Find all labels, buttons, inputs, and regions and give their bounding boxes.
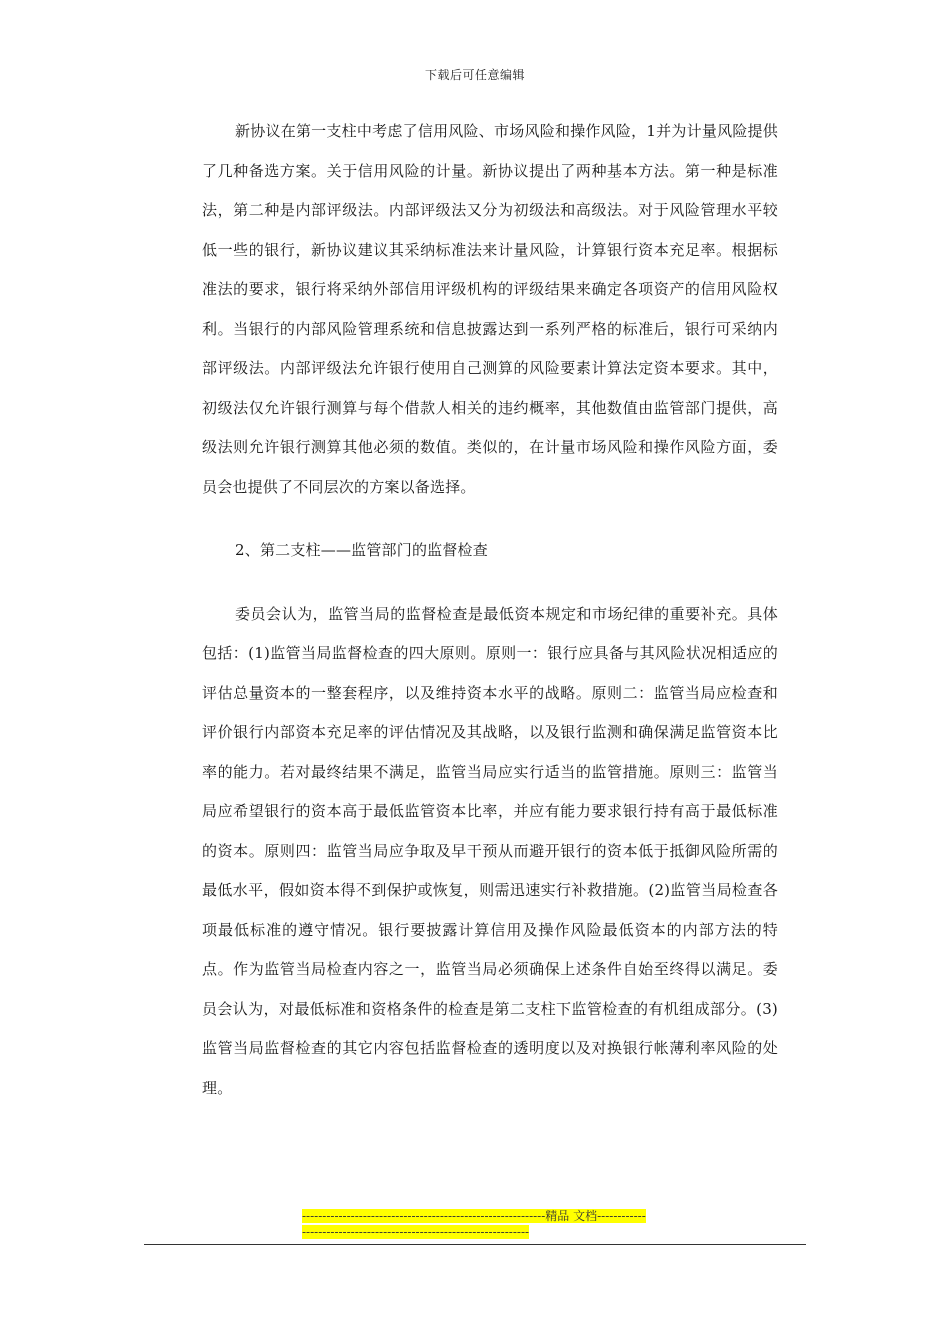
footer-divider — [144, 1244, 806, 1245]
paragraph-pillar-two: 委员会认为，监管当局的监督检查是最低资本规定和市场纪律的重要补充。具体包括：(1)监管当局监督检查的四大原则。原则一：银行应具备与其风险状况相适应的评估总量资本的一整套程序，以及维持资本水平的战略。原则二：监管当局应检查和评价银行内部资本充足率的评估情况及其战略，以及银行监测和确保满足监管资本比率的能力。若对最终结果不满足，监管当局应实行适当的监管措施。原则三：监管当局应希望银行的资本高于最低监管资本比率，并应有能力要求银行持有高于最低标准的资本。原则四：监管当局应争取及早干预从而避开银行的资本低于抵御风险所需的最低水平，假如资本得不到保护或恢复，则需迅速实行补救措施。(2)监管当局检查各项最低标准的遵守情况。银行要披露计算信用及操作风险最低资本的内部方法的特点。作为监管当局检查内容之一，监管当局必须确保上述条件自始至终得以满足。委员会认为，对最低标准和资格条件的检查是第二支柱下监管检查的有机组成部分。(3)监管当局监督检查的其它内容包括监督检查的透明度以及对换银行帐薄利率风险的处理。 — [202, 604, 778, 1097]
paragraph-pillar-one: 新协议在第一支柱中考虑了信用风险、市场风险和操作风险，1并为计量风险提供了几种备选方案。关于信用风险的计量。新协议提出了两种基本方法。第一种是标准法，第二种是内部评级法。内部评级法又分为初级法和高级法。对于风险管理水平较低一些的银行，新协议建议其采纳标准法来计量风险，计算银行资本充足率。根据标准法的要求，银行将采纳外部信用评级机构的评级结果来确定各项资产的信用风险权利。当银行的内部风险管理系统和信息披露达到一系列严格的标准后，银行可采纳内部评级法。内部评级法允许银行使用自己测算的风险要素计算法定资本要求。其中，初级法仅允许银行测算与每个借款人相关的违约概率，其他数值由监管部门提供，高级法则允许银行测算其他必须的数值。类似的，在计量市场风险和操作风险方面，委员会也提供了不同层次的方案以备选择。 — [202, 122, 778, 496]
page-header: 下载后可任意编辑 — [424, 68, 525, 82]
section-heading-pillar-two: 2、第二支柱——监管部门的监督检查 — [235, 541, 488, 559]
footer-watermark — [302, 1208, 648, 1240]
document-body — [202, 112, 778, 1108]
footer-highlight-text: ------------------------------------------------------------精品 文档-------------------------------------------------------------------- — [302, 1209, 646, 1239]
